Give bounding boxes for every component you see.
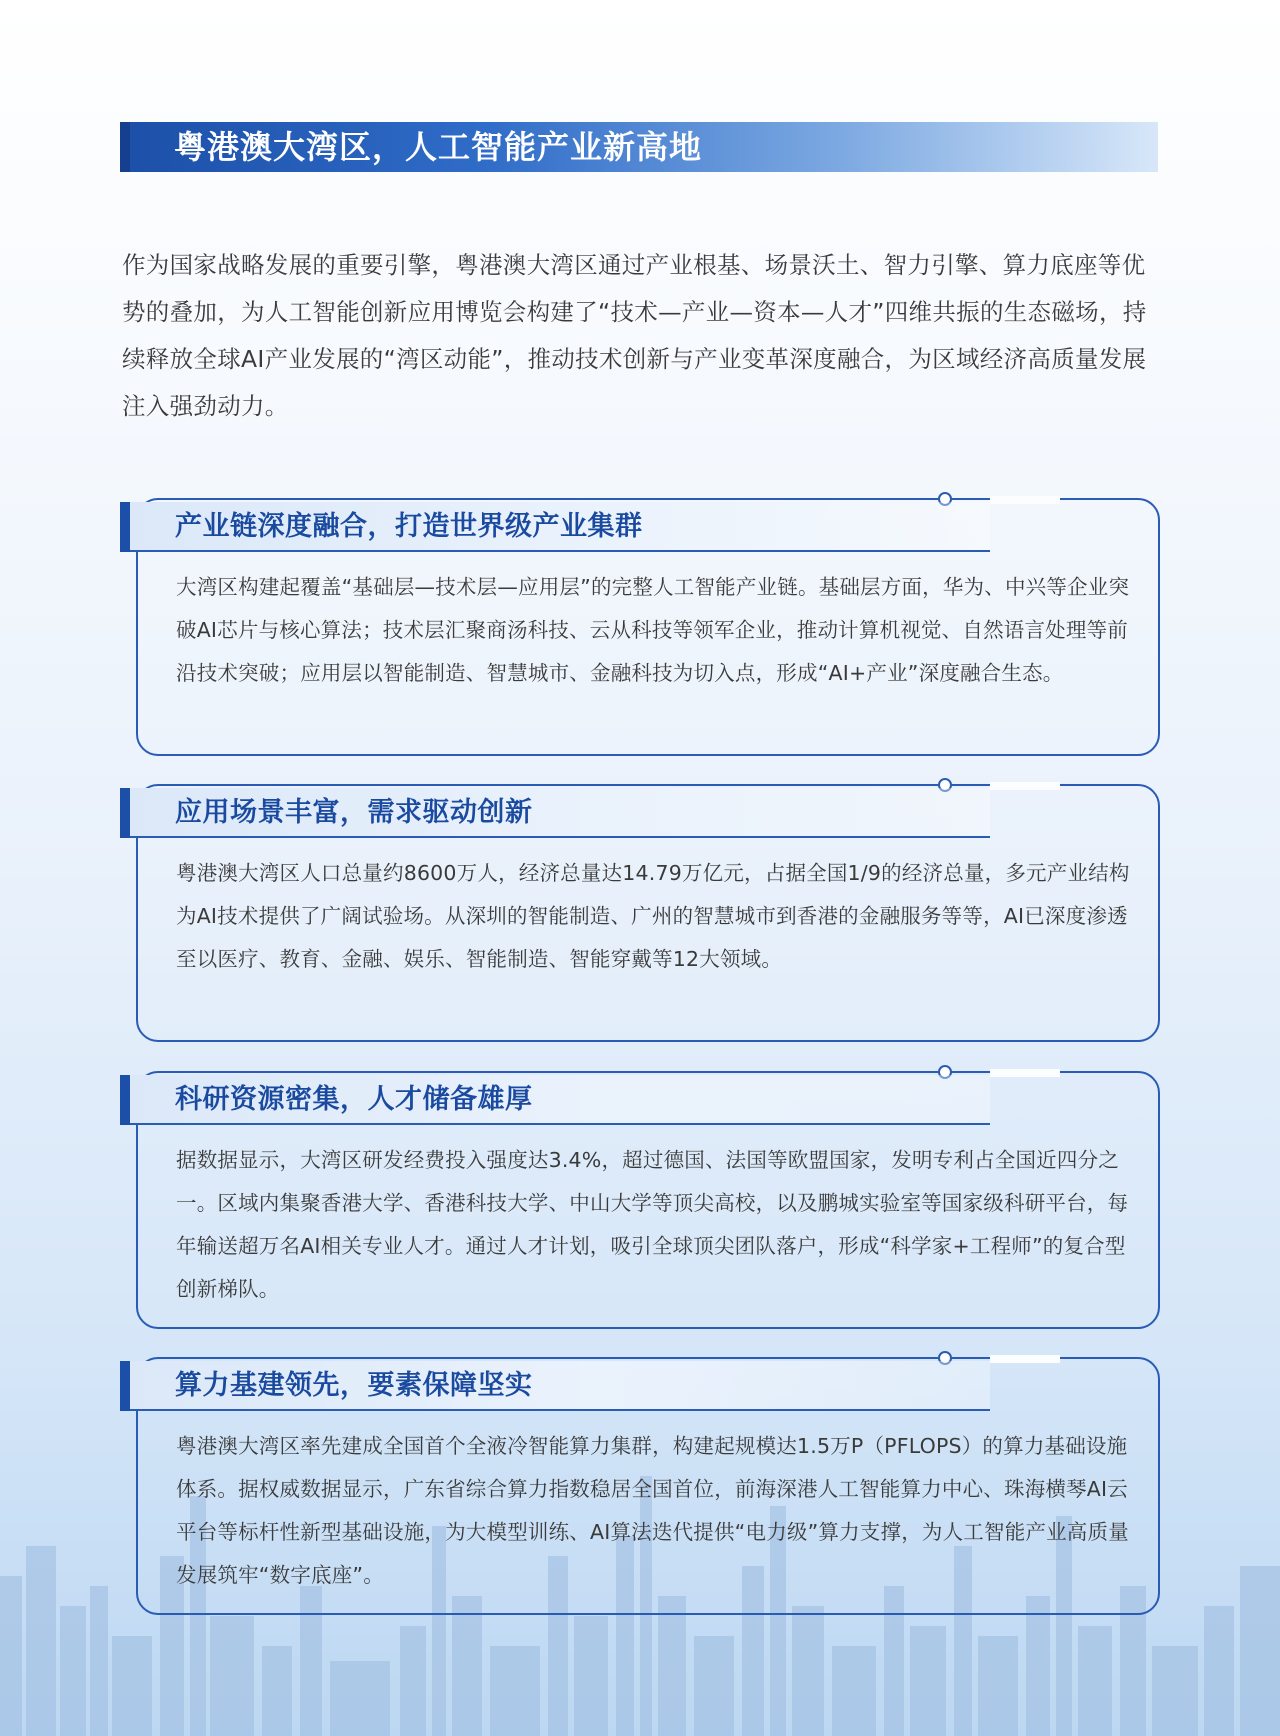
section-industry-chain [120, 492, 1160, 758]
main-title-banner [120, 122, 1158, 172]
page-title: 粤港澳大湾区，人工智能产业新高地 [174, 128, 703, 166]
heading-accent-bar [120, 788, 130, 838]
section-heading: 产业链深度融合，打造世界级产业集群 [175, 511, 643, 542]
heading-underline [130, 550, 990, 552]
section-heading: 算力基建领先，要素保障坚实 [175, 1370, 533, 1401]
heading-accent-bar [120, 502, 130, 552]
section-heading-box [120, 1075, 990, 1125]
heading-underline [130, 1409, 990, 1411]
intro-paragraph: 作为国家战略发展的重要引擎，粤港澳大湾区通过产业根基、场景沃土、智力引擎、算力底座等优势的叠加，为人工智能创新应用博览会构建了“技术—产业—资本—人才”四维共振的生态磁场，持续释放全球AI产业发展的“湾区动能”，推动技术创新与产业变革深度融合，为区域经济高质量发展注入强劲动力。 [122, 251, 1147, 420]
section-body: 大湾区构建起覆盖“基础层—技术层—应用层”的完整人工智能产业链。基础层方面，华为、中兴等企业突破AI芯片与核心算法；技术层汇聚商汤科技、云从科技等领军企业，推动计算机视觉、自然语言处理等前沿技术突破；应用层以智能制造、智慧城市、金融科技为切入点，形成“AI+产业”深度融合生态。 [176, 575, 1130, 685]
heading-accent-bar [120, 1361, 130, 1411]
heading-underline [130, 1123, 990, 1125]
section-heading-box [120, 1361, 990, 1411]
section-application-scenarios [120, 778, 1160, 1044]
title-accent-bar [120, 122, 130, 172]
section-body: 据数据显示，大湾区研发经费投入强度达3.4%，超过德国、法国等欧盟国家，发明专利占全国近四分之一。区域内集聚香港大学、香港科技大学、中山大学等顶尖高校，以及鹏城实验室等国家级科研平台，每年输送超万名AI相关专业人才。通过人才计划，吸引全球顶尖团队落户，形成“科学家+工程师”的复合型创新梯队。 [176, 1148, 1129, 1301]
section-body: 粤港澳大湾区人口总量约8600万人，经济总量达14.79万亿元，占据全国1/9的经济总量，多元产业结构为AI技术提供了广阔试验场。从深圳的智能制造、广州的智慧城市到香港的金融服务等等，AI已深度渗透至以医疗、教育、金融、娱乐、智能制造、智能穿戴等12大领域。 [176, 861, 1130, 971]
heading-accent-bar [120, 1075, 130, 1125]
section-research-talent [120, 1065, 1160, 1331]
section-heading: 应用场景丰富，需求驱动创新 [175, 797, 533, 828]
section-computing-infrastructure [120, 1351, 1160, 1617]
section-heading-box [120, 788, 990, 838]
section-heading: 科研资源密集，人才储备雄厚 [175, 1084, 533, 1115]
section-heading-box [120, 502, 990, 552]
section-body: 粤港澳大湾区率先建成全国首个全液冷智能算力集群，构建起规模达1.5万P（PFLOPS）的算力基础设施体系。据权威数据显示，广东省综合算力指数稳居全国首位，前海深港人工智能算力中心、珠海横琴AI云平台等标杆性新型基础设施，为大模型训练、AI算法迭代提供“电力级”算力支撑，为人工智能产业高质量发展筑牢“数字底座”。 [176, 1434, 1129, 1587]
heading-underline [130, 836, 990, 838]
